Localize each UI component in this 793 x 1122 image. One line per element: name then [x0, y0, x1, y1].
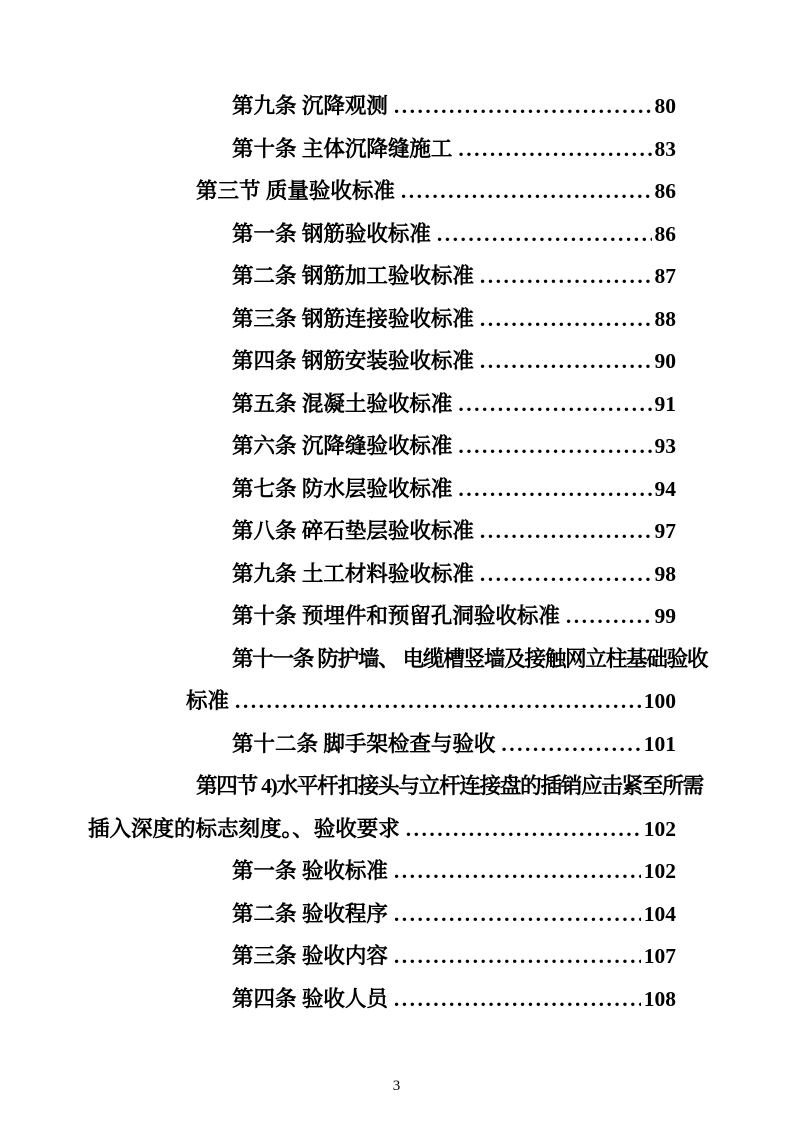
dot-leader [406, 808, 641, 851]
toc-entry-line [88, 170, 676, 213]
dot-leader [458, 128, 651, 171]
toc-entry [88, 510, 676, 553]
toc-entry [88, 595, 676, 638]
toc-entry-title: 第一条 验收标准 [232, 859, 388, 883]
toc-entry-title: 第九条 土工材料验收标准 [232, 561, 474, 586]
toc-entry [88, 978, 676, 1021]
footer-page-number: 3 [392, 1078, 401, 1094]
toc-entry [88, 170, 676, 213]
toc-entry-line [88, 383, 676, 426]
toc-entry-line [88, 808, 676, 851]
dot-leader [458, 383, 651, 426]
toc-page-number: 90 [654, 349, 676, 373]
toc-entry-title: 第二条 钢筋加工验收标准 [232, 264, 474, 288]
toc-entry [88, 85, 676, 128]
dot-leader [394, 978, 641, 1021]
toc-entry [88, 935, 676, 978]
toc-entry-line [88, 425, 676, 468]
toc-entry-title: 第三条 钢筋连接验收标准 [232, 306, 474, 331]
dot-leader [394, 893, 641, 936]
toc-entry-line [88, 893, 676, 936]
toc-page-number: 107 [643, 944, 676, 968]
toc-entry-line: 第四节 4)水平杆扣接头与立杆连接盘的插销应击紧至所需 [196, 774, 703, 798]
toc-entry [88, 128, 676, 171]
toc-entry-line [88, 978, 676, 1021]
dot-leader [235, 680, 641, 723]
dot-leader [480, 510, 652, 553]
toc-entry-line [88, 510, 676, 553]
dot-leader [394, 935, 641, 978]
toc-page-number: 88 [654, 306, 676, 331]
toc-page-number: 100 [643, 689, 676, 713]
toc-entry [88, 340, 676, 383]
toc-page-number: 104 [643, 901, 676, 926]
toc-entry [88, 553, 676, 596]
toc-page-number: 94 [654, 476, 676, 501]
toc-entry-title: 第六条 沉降缝验收标准 [232, 434, 453, 458]
toc-entry-line [88, 595, 676, 638]
toc-page-number: 102 [643, 816, 676, 841]
toc-entry-title: 插入深度的标志刻度。、验收要求 [88, 816, 400, 841]
page-footer [0, 1075, 793, 1097]
dot-leader [501, 723, 640, 766]
toc-entry-line [88, 850, 676, 893]
toc-entry-title: 第十条 主体沉降缝施工 [232, 136, 453, 161]
toc-entry-line [88, 680, 676, 723]
toc-entry-line [88, 255, 676, 298]
toc-entry-title: 第九条 沉降观测 [232, 94, 388, 118]
toc-page-number: 101 [643, 731, 676, 756]
toc-entry [88, 850, 676, 893]
toc-page-number: 108 [643, 986, 676, 1011]
dot-leader [480, 298, 652, 341]
toc-entry-line [88, 213, 676, 256]
toc-entry-title: 第十二条 脚手架检查与验收 [232, 731, 496, 756]
toc-entry-line [88, 935, 676, 978]
toc-entry [88, 383, 676, 426]
toc-entry-line [88, 468, 676, 511]
toc-entry-title: 第四条 验收人员 [232, 986, 388, 1011]
toc-entry-title: 第三条 验收内容 [232, 944, 388, 968]
toc-entry-title: 第十条 预埋件和预留孔洞验收标准 [232, 604, 560, 628]
dot-leader [458, 468, 651, 511]
toc-entry-line [88, 553, 676, 596]
toc-entry-line [88, 128, 676, 171]
toc-entry [88, 468, 676, 511]
dot-leader [480, 340, 652, 383]
toc-page-number: 97 [654, 519, 676, 543]
toc-entry-title: 第五条 混凝土验收标准 [232, 391, 453, 416]
toc-entry [88, 255, 676, 298]
toc-entry [88, 723, 676, 766]
toc-entry [88, 765, 703, 850]
toc-entry-title: 标准 [186, 689, 230, 713]
toc-entry [88, 213, 676, 256]
toc-entry-line [88, 298, 676, 341]
toc-page-number: 93 [654, 434, 676, 458]
dot-leader [437, 213, 652, 256]
toc-entry [88, 893, 676, 936]
toc-page-number: 102 [643, 859, 676, 883]
toc-page-number: 86 [654, 221, 676, 246]
toc-page-number: 91 [654, 391, 676, 416]
dot-leader [458, 425, 651, 468]
dot-leader [394, 850, 641, 893]
toc-page-number: 87 [654, 264, 676, 288]
toc-entry-line [88, 85, 676, 128]
toc-entry-line: 第十一条 防护墙、 电缆槽竖墙及接触网立柱基础验收 [232, 646, 708, 671]
toc-entry-line [88, 340, 676, 383]
toc-entry-title: 第七条 防水层验收标准 [232, 476, 453, 501]
dot-leader [566, 595, 652, 638]
dot-leader [394, 85, 652, 128]
toc-entry-title: 第一条 钢筋验收标准 [232, 221, 431, 246]
table-of-contents [88, 85, 708, 1020]
toc-entry [88, 298, 676, 341]
toc-entry-title: 第四条 钢筋安装验收标准 [232, 349, 474, 373]
toc-page-number: 86 [654, 179, 676, 203]
toc-page-number: 80 [654, 94, 676, 118]
toc-page-number: 99 [654, 604, 676, 628]
dot-leader [480, 553, 652, 596]
toc-entry-title: 第八条 碎石垫层验收标准 [232, 519, 474, 543]
toc-entry-title: 第三节 质量验收标准 [196, 179, 395, 203]
dot-leader [480, 255, 652, 298]
toc-page-number: 98 [654, 561, 676, 586]
toc-entry [88, 425, 676, 468]
toc-entry-line [88, 723, 676, 766]
dot-leader [401, 170, 652, 213]
toc-entry [88, 638, 708, 723]
toc-entry-title: 第二条 验收程序 [232, 901, 388, 926]
toc-page-number: 83 [654, 136, 676, 161]
